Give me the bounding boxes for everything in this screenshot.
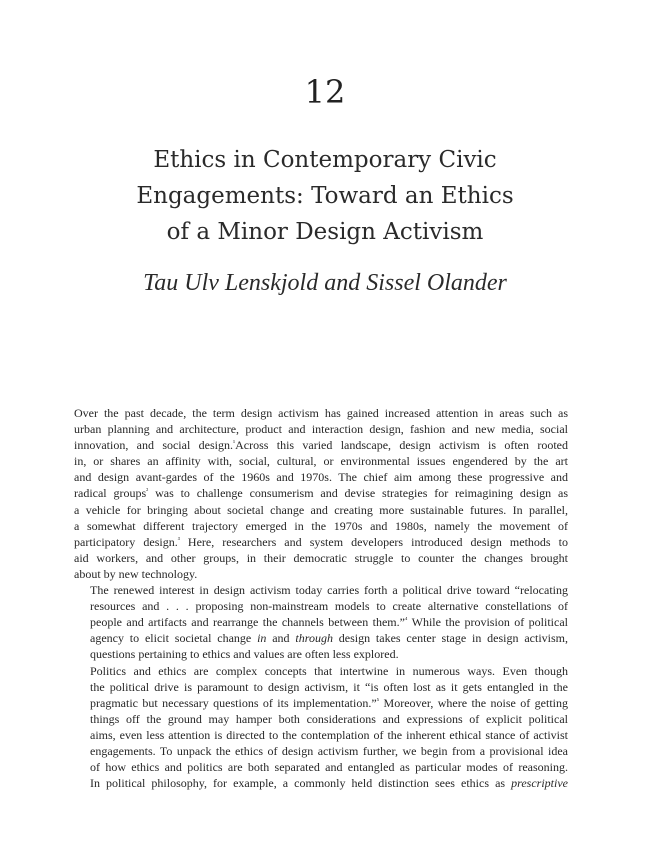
text-line: questions pertaining to ethics and values are often less explored. (90, 647, 399, 662)
text-line: of how ethics and politics are both separated and entangled as particular modes of reasoning. (90, 760, 568, 775)
text-line: about by new technology. (74, 566, 198, 581)
text-line: aid workers, and other groups, in their democratic struggle to counter the changes brought (74, 550, 568, 565)
text-line: resources and . . . proposing non-mainstream models to create alternative constellations of (90, 599, 568, 614)
chapter-title-line: of a Minor Design Activism (166, 219, 484, 245)
paragraph-3 (74, 663, 568, 792)
text-line: In political philosophy, for example, a commonly held distinction sees ethics as prescriptive (90, 776, 568, 791)
text-line: people and artifacts and rearrange the channels between them.”$^{^4}$ While the provision of political (90, 615, 568, 630)
chapter-title-line: Engagements: Toward an Ethics (136, 183, 514, 209)
text-line: a vehicle for bringing about societal change and creating more sustainable futures. In parallel, (74, 502, 568, 517)
text-line: pragmatic but necessary questions of its implementation.”$^{^5}$ Moreover, where the noise of getting (90, 695, 568, 710)
text-line: Over the past decade, the term design activism has gained increased attention in areas such as (74, 406, 568, 420)
text-line: Politics and ethics are complex concepts that intertwine in numerous ways. Even though (90, 663, 568, 678)
text-line: radical groups$^{^2}$ was to challenge consumerism and devise strategies for reimagining design as (74, 486, 569, 501)
paragraph-2 (74, 582, 568, 662)
body-text (74, 405, 568, 791)
text-line: and design avant-gardes of the 1960s and 1970s. The chief aim among these progressive and (74, 470, 568, 485)
text-line: aims, even less attention is directed to the contemplation of the inherent ethical stance of activist (90, 727, 568, 742)
chapter-title-line: Ethics in Contemporary Civic (153, 147, 497, 173)
paragraph-1 (74, 405, 568, 582)
text-line: things off the ground may hamper both considerations and expressions of explicit political (90, 711, 568, 726)
text-line: a somewhat different trajectory emerged in the 1970s and 1980s, namely the movement of (74, 518, 568, 533)
text-line: The renewed interest in design activism today carries forth a political drive toward “relocating (90, 583, 568, 598)
text-line: in, or shares an affinity with, social, cultural, or environmental issues engendered by the art (74, 454, 568, 469)
text-line: the political drive is paramount to design activism, it “is often lost as it gets entangled in the (90, 679, 568, 694)
chapter-title (90, 142, 560, 250)
chapter-authors: Tau Ulv Lenskjold and Sissel Olander (143, 270, 507, 296)
text-line: participatory design.$^{^3}$ Here, researchers and system developers introduced design methods to (74, 534, 569, 549)
text-line: innovation, and social design.$^{^1}$Across this varied landscape, design activism is often rooted (74, 438, 568, 453)
chapter-number: 12 (304, 73, 346, 111)
text-line: urban planning and architecture, product and interaction design, fashion and new media, social (74, 422, 568, 437)
text-line: engagements. To unpack the ethics of design activism further, we begin from a provisional idea (90, 743, 568, 758)
text-line: agency to elicit societal change in and through design takes center stage in design activism, (90, 631, 569, 646)
